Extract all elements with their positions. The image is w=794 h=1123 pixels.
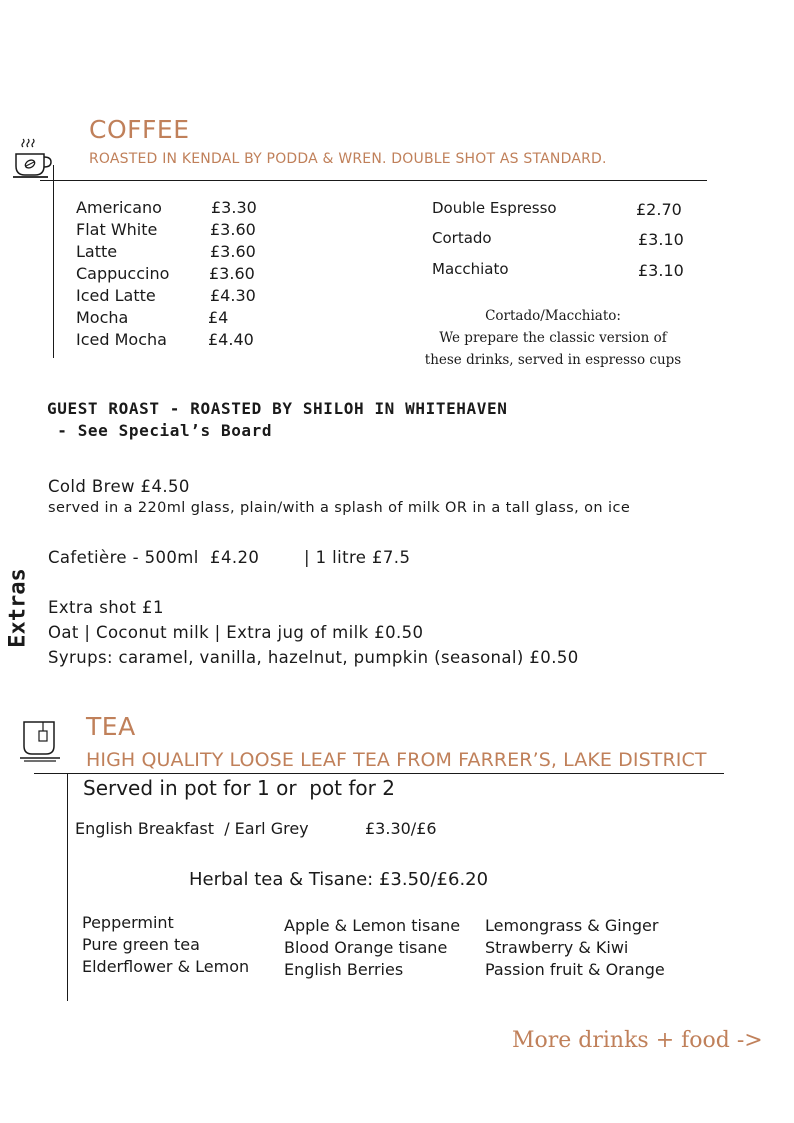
coffee-subtitle: ROASTED IN KENDAL BY PODDA & WREN. DOUBLE SHOT AS STANDARD. (89, 151, 607, 167)
list-item: Cappuccino £3.60 (76, 264, 255, 283)
note-title: Cortado/Macchiato: (485, 308, 621, 324)
list-item: English Berries (284, 960, 404, 979)
list-item: Lemongrass & Ginger (485, 916, 659, 935)
coffee-cup-icon (10, 136, 54, 182)
list-item: Apple & Lemon tisane (284, 916, 461, 935)
tea-column-1 (82, 912, 249, 978)
cold-brew-description: served in a 220ml glass, plain/with a splash of milk OR in a tall glass, on ice (48, 500, 631, 516)
coffee-title: COFFEE (89, 115, 190, 144)
list-item-price: £2.70 (636, 200, 682, 219)
milk-options: Oat | Coconut milk | Extra jug of milk £0.50 (48, 623, 424, 642)
cafetiere: Cafetière - 500ml £4.20 (48, 548, 260, 567)
list-item: Peppermint (82, 913, 174, 932)
guest-roast-note: - See Special’s Board (47, 421, 273, 440)
more-drinks-link[interactable]: More drinks + food -> (512, 1028, 763, 1053)
tea-column-3 (485, 915, 665, 981)
tea-subtitle: HIGH QUALITY LOOSE LEAF TEA FROM FARRER’S, LAKE DISTRICT (86, 749, 707, 771)
cold-brew: Cold Brew £4.50 (48, 477, 190, 496)
tea-column-2 (284, 915, 460, 981)
list-item: Cortado (432, 229, 492, 247)
list-item: Mocha £4 (76, 308, 229, 327)
syrup-options: Syrups: caramel, vanilla, hazelnut, pumpkin (seasonal) £0.50 (48, 648, 579, 667)
tea-title: TEA (86, 712, 136, 741)
tea-breakfast-price: £3.30/£6 (365, 819, 437, 838)
coffee-vertical-rule (53, 165, 54, 358)
list-item: Strawberry & Kiwi (485, 938, 629, 957)
list-item: Flat White £3.60 (76, 220, 256, 239)
list-item: Iced Latte £4.30 (76, 286, 256, 305)
guest-roast-title: GUEST ROAST - ROASTED BY SHILOH IN WHITEHAVEN (47, 399, 508, 418)
tea-herbal: Herbal tea & Tisane: £3.50/£6.20 (189, 869, 489, 890)
list-item-price: £3.10 (638, 230, 684, 249)
list-item: Latte £3.60 (76, 242, 256, 261)
tea-divider (34, 773, 724, 774)
list-item: Iced Mocha £4.40 (76, 330, 254, 349)
list-item: Pure green tea (82, 935, 200, 954)
coffee-left-list (76, 197, 257, 351)
tea-breakfast: English Breakfast / Earl Grey (75, 819, 309, 838)
cortado-note (418, 305, 688, 371)
list-item: Americano £3.30 (76, 198, 257, 217)
list-item: Elderflower & Lemon (82, 957, 250, 976)
list-item-price: £3.10 (638, 261, 684, 280)
tea-served: Served in pot for 1 or pot for 2 (83, 776, 395, 800)
list-item: Blood Orange tisane (284, 938, 448, 957)
extra-shot: Extra shot £1 (48, 598, 164, 617)
list-item: Macchiato (432, 260, 509, 278)
note-line: these drinks, served in espresso cups (424, 352, 682, 368)
note-line: We prepare the classic version of (439, 330, 667, 346)
tea-vertical-rule (67, 773, 68, 1001)
list-item: Passion fruit & Orange (485, 960, 665, 979)
list-item: Double Espresso (432, 199, 557, 217)
cafetiere-litre: | 1 litre £7.5 (304, 548, 411, 567)
extras-label: Extras (5, 568, 31, 648)
coffee-divider (40, 180, 707, 181)
tea-cup-icon (18, 718, 64, 764)
